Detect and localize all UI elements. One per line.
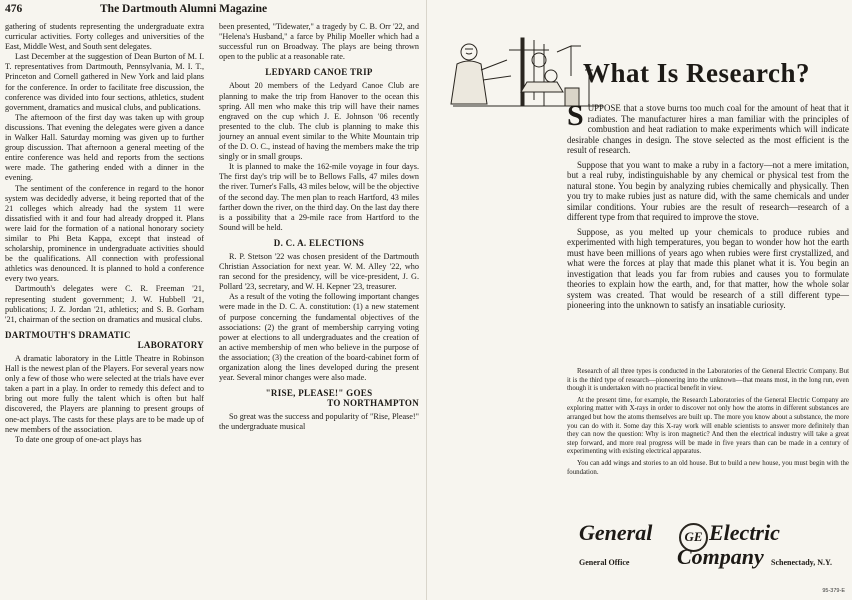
heading-line: TO NORTHAMPTON bbox=[327, 398, 419, 409]
office-label: General Office bbox=[579, 558, 630, 567]
general-electric-signature bbox=[577, 520, 847, 582]
ad-paragraph-text: UPPOSE that a stove burns too much coal for the amount of heat that it radiates. The manufacturer hires a man familiar with the principles of combustion and heat radiation to make experiments which will indicate desirable changes in design. The stove selected as the most efficient is the result of research. bbox=[567, 103, 849, 155]
paragraph: Dartmouth's delegates were C. R. Freeman '21, representing student government; J. W. Hubbell '21, publications; J. Z. Jordan '21, athletics; and S. B. Gorham '21, chairman of the section on dramatics and musical clubs. bbox=[5, 284, 204, 324]
drop-cap: S bbox=[567, 99, 584, 132]
section-heading-dramatic-laboratory bbox=[5, 330, 204, 350]
ad-code: 95-379-E bbox=[822, 588, 845, 594]
right-advertisement-page bbox=[426, 0, 852, 600]
paragraph: It is planned to make the 162-mile voyage in four days. The first day's trip will be to Bellows Falls, 47 miles down the river. Turner's Falls, 43 miles below, will be the objective of the second day. The men plan to reach Hartford, 43 miles farther down the river, on the third day. On the last day there is a possibility that a 29-mile race from Hartford to the Sound will be held. bbox=[219, 162, 419, 232]
paragraph: gathering of students representing the undergraduate extra curricular activities. Forty colleges and universities of the East, Middle West, and South sent delegates. bbox=[5, 22, 204, 52]
ad-paragraph: At the present time, for example, the Research Laboratories of the General Electric Company are exploring matter with X-rays in order to discover not only how the atoms in different substances are arranged but how the atoms themselves are built up. The more you know about a substance, the more you can do with it. Some day this X-ray work will enable scientists to answer more definitely than they can now the question: Why is iron magnetic? And then the electrical industry will take a great step forward, and more real progress will be made in five years than can be made in a century of experimenting with existing electrical apparatus. bbox=[567, 396, 849, 456]
section-heading-dca-elections: D. C. A. ELECTIONS bbox=[273, 237, 365, 248]
paragraph: So great was the success and popularity of "Rise, Please!" the undergraduate musical bbox=[219, 412, 419, 432]
section-heading-rise-please bbox=[219, 388, 419, 408]
heading-line: DARTMOUTH'S DRAMATIC bbox=[5, 329, 131, 340]
paragraph: Last December at the suggestion of Dean Burton of M. I. T. representatives from Dartmouth, Pennsylvania, M. I. T., Princeton and Cornell gathered in New York and laid plans for the conference. In order to facilitate free discussion, the conference was divided into four sections, athletics, student government, dramatics and musical clubs, and publications. bbox=[5, 52, 204, 112]
article-column-2 bbox=[219, 22, 419, 433]
ad-paragraph bbox=[567, 99, 849, 156]
paragraph: About 20 members of the Ledyard Canoe Club are planning to make the trip from Hanover to the ocean this spring. All men who make this trip will have their names engraved on the cup which J. E. Johnson '06 recently presented to the club. The club is planning to make this journey an annual event similar to the White Mountain trip of the D. O. C., instead of having the members make the trip singly or in small groups. bbox=[219, 81, 419, 162]
ad-fine-copy bbox=[567, 368, 849, 477]
paragraph: A dramatic laboratory in the Little Theatre in Robinson Hall is the newest plan of the Players. For several years now only a few of those who were selected at the trials have ever taken a part in a play. In order to remedy this defect and to bring out more fully the talent which is often but half discovered, the Players are planning to present groups of one-act plays. The casts for these plays are to be made up of new members of the association. bbox=[5, 354, 204, 434]
ad-lead-copy bbox=[567, 99, 849, 311]
ad-paragraph: Research of all three types is conducted in the Laboratories of the General Electric Company. But it is the third type of research—pioneering into the unknown—that means most, in the long run, even though it is undertaken with no practical benefit in view. bbox=[567, 368, 849, 393]
brand-word: General bbox=[579, 520, 653, 545]
section-heading-canoe-trip: LEDYARD CANOE TRIP bbox=[265, 67, 373, 78]
paragraph: To date one group of one-act plays has bbox=[15, 434, 142, 444]
magazine-title: The Dartmouth Alumni Magazine bbox=[100, 3, 268, 15]
paragraph: R. P. Stetson '22 was chosen president of the Dartmouth Christian Association for next year. W. M. Alley '22, who ran second for the presidency, will be vice-president, J. G. Pollard '23, secretary, and W. H. Kepner '23, treasurer. bbox=[219, 251, 419, 292]
paragraph: been presented, "Tidewater," a tragedy by C. B. Orr '22, and "Helena's Husband," a farce by Philip Moeller which had a successful run on Broadway. The plays are being thrown open to the public at a reasonable rate. bbox=[219, 22, 419, 62]
brand-word: Electric bbox=[709, 520, 780, 545]
brand-word: Company bbox=[677, 544, 764, 569]
ad-paragraph: You can add wings and stories to an old house. But to build a new house, you must begin with the foundation. bbox=[567, 459, 849, 476]
ad-paragraph: Suppose that you want to make a ruby in a factory—not a mere imitation, but a real ruby, indistinguishable by any chemical or physical test from the natural stone. You begin by analyzing rubies chemically and physically. Then you try to make rubies just as nature did, with the same chemicals and under similar conditions. Your rubies are the result of research—research of a different type from that required to improve the stove. bbox=[567, 159, 849, 222]
heading-line: LABORATORY bbox=[137, 339, 204, 350]
paragraph: The sentiment of the conference in regard to the honor system was decidedly adverse, it being reported that of the 21 colleges which already had the system 11 were dissatisfied with it and four had already dropped it. Plans were laid for the formation of a national honorary society similar to Phi Beta Kappa, except that instead of scholarship, prominence in undergraduate activities should be the qualifications. All connection with professional athletics was denounced. It is planned to hold a conference every two years. bbox=[5, 183, 204, 284]
office-city: Schenectady, N.Y. bbox=[771, 558, 833, 567]
heading-line: "RISE, PLEASE!" GOES bbox=[265, 388, 373, 399]
paragraph: As a result of the voting the following important changes were made in the D. C. A. constitution: (1) a new statement of purpose concerning the fundamental objectives of the associations: (2) the grant of membership carrying voting power at elections to all undergraduates and the creation of an active membership of men who believe in the purpose of the association; (3) the creation of the board-cabinet form of organization along the lines developed during the present year. Several minor changes were also made. bbox=[219, 292, 419, 383]
logo-monogram: GE bbox=[684, 529, 703, 544]
page-number: 476 bbox=[5, 3, 23, 15]
ad-headline: What Is Research? bbox=[583, 58, 810, 88]
article-column-1 bbox=[5, 22, 204, 445]
ad-paragraph: Suppose, as you melted up your chemicals to produce rubies and experimented with high temperatures, you began to wonder how hot the earth must have been millions of years ago when rubies were first crystallized, and what were the forces at play that made this planet what it is. You begin an investigation that leads you far from rubies and causes you to formulate theories to explain how the earth, and, for that matter, how the whole solar system was created. That would be research of a still different type—pioneering into the unknown to satisfy an insatiable curiosity. bbox=[567, 226, 849, 310]
paragraph: The afternoon of the first day was taken up with group discussions. That evening the delegates were given a dance in Walker Hall. Saturday morning was given up to further group discussion. That afternoon a general meeting of the entire conference was held and reports from the sections were made. The gathering ended with a dinner in the evening. bbox=[5, 112, 204, 183]
page-header bbox=[5, 3, 421, 19]
